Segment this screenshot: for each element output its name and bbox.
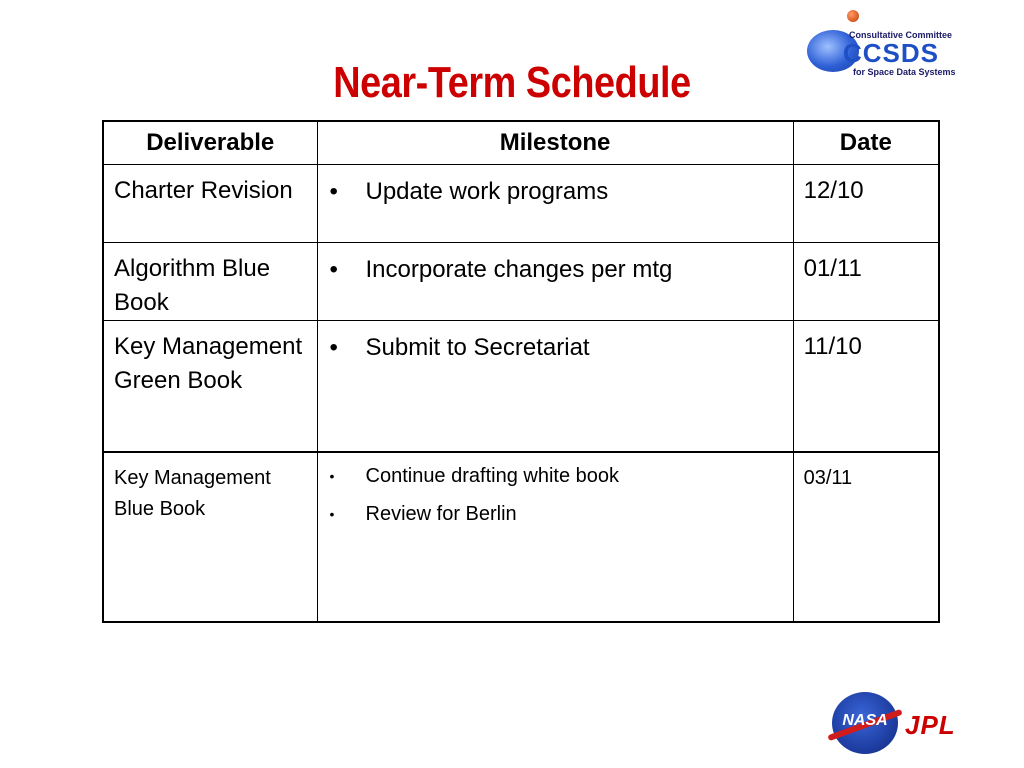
milestone-item: • Continue drafting white book — [318, 457, 793, 495]
table-row — [103, 165, 939, 243]
milestone-item: • Incorporate changes per mtg — [318, 253, 793, 287]
page-title: Near-Term Schedule — [333, 58, 691, 107]
table-header-row — [103, 121, 939, 165]
jpl-logo: JPL — [905, 710, 956, 740]
logo-wordmark: CCSDS — [843, 38, 940, 68]
milestone-item: • Review for Berlin — [318, 495, 793, 533]
milestone-item: • Submit to Secretariat — [318, 331, 793, 365]
deliverable-cell: Key Management Blue Book — [103, 452, 317, 622]
date-cell: 03/11 — [793, 452, 939, 622]
bullet-icon: • — [329, 468, 335, 484]
nasa-logo-icon — [832, 692, 898, 754]
bullet-icon: • — [329, 334, 338, 361]
milestone-cell — [317, 165, 793, 243]
milestone-cell — [317, 243, 793, 321]
bullet-icon: • — [329, 256, 338, 283]
schedule-table — [102, 120, 940, 623]
date-cell: 11/10 — [793, 321, 939, 453]
deliverable-cell: Charter Revision — [103, 165, 317, 243]
date-cell: 01/11 — [793, 243, 939, 321]
header-deliverable: Deliverable — [103, 121, 317, 165]
logo-line-bottom: for Space Data Systems — [853, 67, 956, 77]
table-row — [103, 243, 939, 321]
deliverable-cell: Algorithm Blue Book — [103, 243, 317, 321]
header-date: Date — [793, 121, 939, 165]
header-milestone: Milestone — [317, 121, 793, 165]
ccsds-dot-icon — [847, 10, 859, 22]
table-row — [103, 321, 939, 453]
bullet-icon: • — [329, 506, 335, 522]
milestone-item: • Update work programs — [318, 175, 793, 209]
logo-line-top: Consultative Committee — [849, 30, 953, 40]
nasa-logo-text: NASA — [842, 712, 888, 729]
ccsds-logo — [803, 8, 959, 78]
deliverable-cell: Key Management Green Book — [103, 321, 317, 453]
table-row — [103, 452, 939, 622]
date-cell: 12/10 — [793, 165, 939, 243]
bullet-icon: • — [329, 178, 338, 205]
milestone-cell — [317, 321, 793, 453]
milestone-cell — [317, 452, 793, 622]
